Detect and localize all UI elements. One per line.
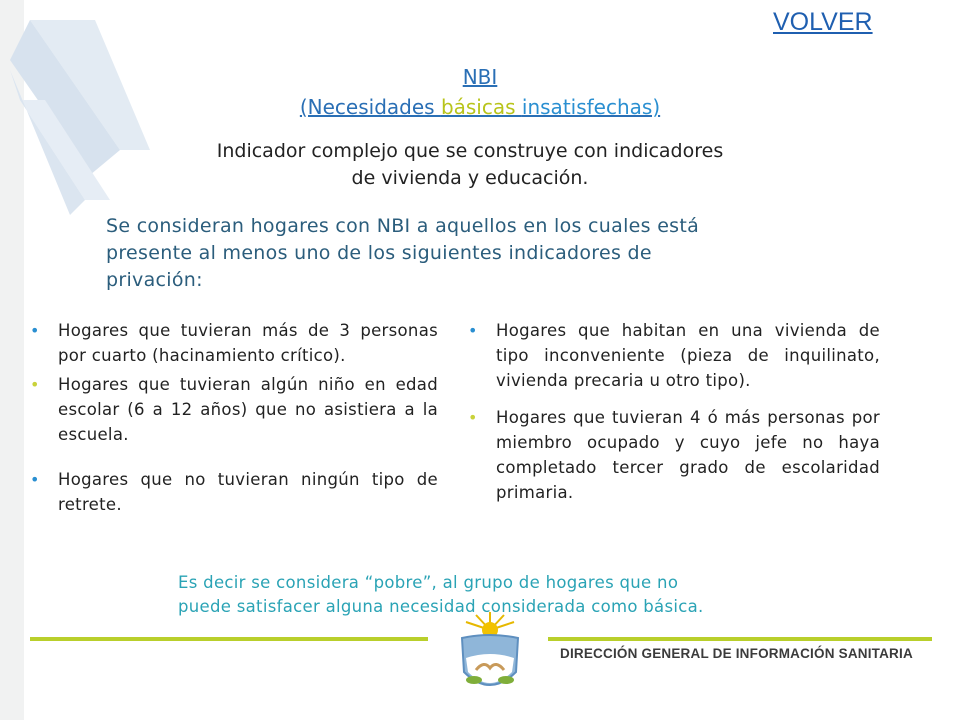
volver-link[interactable]: VOLVER (773, 8, 873, 36)
footer-divider-left (30, 637, 428, 641)
right-indicator-list (466, 318, 880, 505)
bullet-icon: • (468, 321, 478, 340)
list-item-text: Hogares que no tuvieran ningún tipo de retrete. (58, 470, 438, 514)
title-part-basicas: básicas (440, 95, 522, 119)
intro-line-2: presente al menos uno de los siguientes indicadores de (106, 242, 652, 264)
intro-text (106, 213, 866, 294)
footer-divider-right (548, 637, 932, 641)
list-item (28, 318, 438, 368)
bullet-icon: • (468, 408, 478, 427)
subtitle-line-2: de vivienda y educación. (351, 167, 589, 189)
bullet-icon: • (30, 470, 40, 489)
list-item-text: Hogares que tuvieran más de 3 personas por cuarto (hacinamiento crítico). (58, 321, 438, 365)
subtitle-line-1: Indicador complejo que se construye con indicadores (216, 140, 724, 162)
subtitle (120, 138, 820, 192)
note-line-1: Es decir se considera “pobre”, al grupo de hogares que no (178, 573, 679, 592)
intro-line-3: privación: (106, 269, 203, 291)
list-item-text: Hogares que tuvieran 4 ó más personas por miembro ocupado y cuyo jefe no haya completado tercer grado de escolaridad primaria. (496, 408, 880, 502)
organization-name: DIRECCIÓN GENERAL DE INFORMACIÓN SANITARIA (560, 646, 913, 661)
bullet-icon: • (30, 375, 40, 394)
title-part-necesidades: (Necesidades (299, 95, 441, 119)
list-item-text: Hogares que habitan en una vivienda de tipo inconveniente (pieza de inquilinato, vivienda precaria u otro tipo). (496, 321, 880, 390)
left-indicator-list (28, 318, 438, 517)
coat-of-arms-icon (450, 610, 530, 700)
list-item (466, 318, 880, 393)
intro-line-1: Se consideran hogares con NBI a aquellos en los cuales está (106, 215, 700, 237)
list-item-text: Hogares que tuvieran algún niño en edad escolar (6 a 12 años) que no asistiera a la escuela. (58, 375, 438, 444)
list-item (28, 467, 438, 517)
title-full-link[interactable] (300, 95, 660, 119)
page-title (130, 62, 830, 122)
list-item (466, 405, 880, 505)
note-line-2: puede satisfacer alguna necesidad considerada como básica. (178, 597, 704, 616)
bullet-icon: • (30, 321, 40, 340)
title-nbi-link[interactable]: NBI (462, 65, 498, 89)
title-part-insatisfechas: insatisfechas) (521, 95, 661, 119)
list-item (28, 372, 438, 447)
